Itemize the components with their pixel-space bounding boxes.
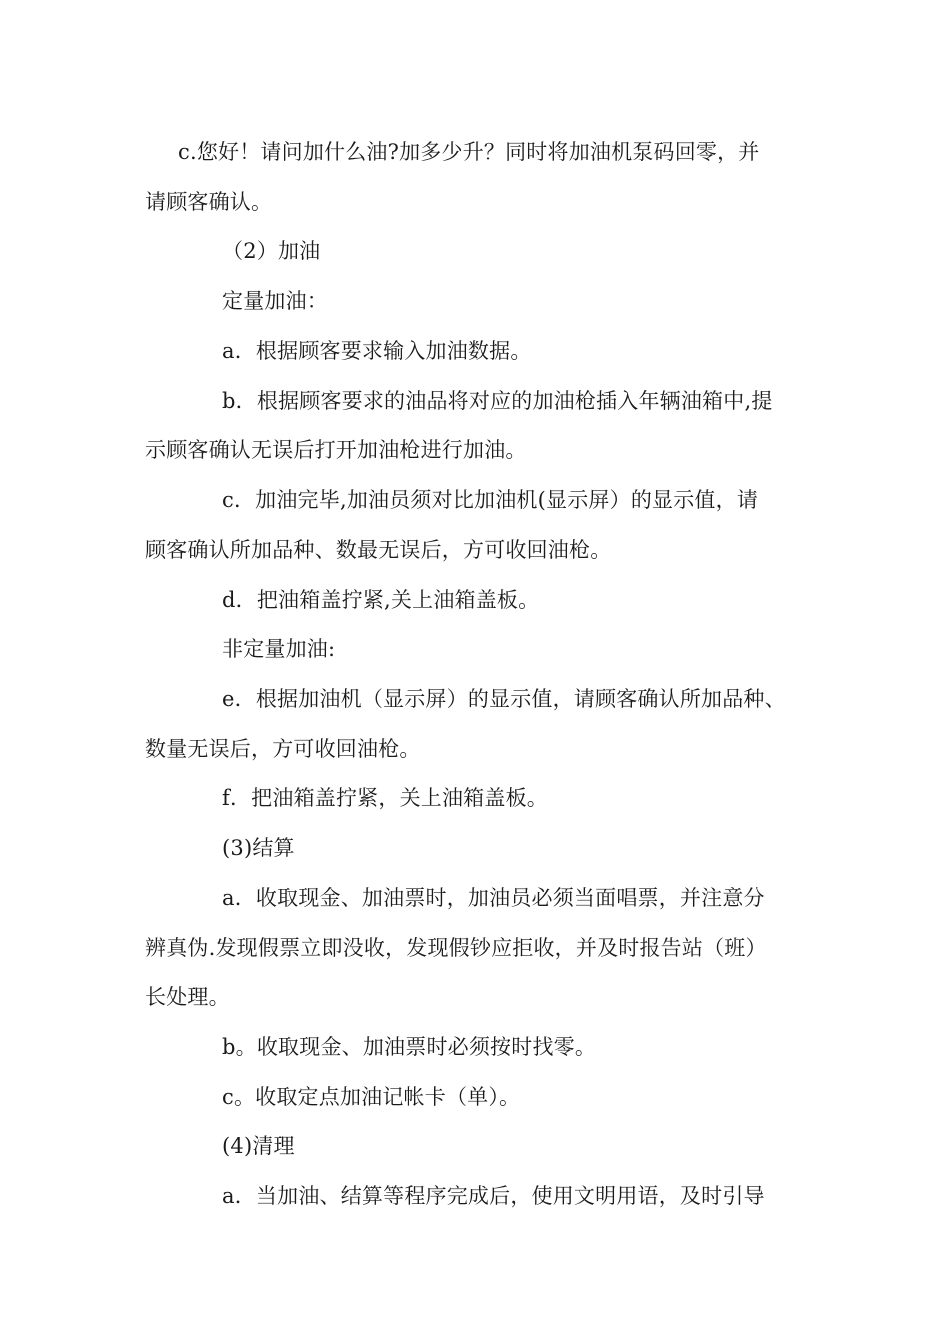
paragraph-line: a．当加油、结算等程序完成后，使用文明用语，及时引导 <box>222 1184 765 1208</box>
paragraph-line: 辨真伪.发现假票立即没收，发现假钞应拒收，并及时报告站（班） <box>145 936 767 960</box>
subheading: 定量加油： <box>222 289 328 313</box>
subheading: 非定量加油: <box>222 637 336 661</box>
paragraph-line: a．根据顾客要求输入加油数据。 <box>222 339 532 363</box>
paragraph-line: b．根据顾客要求的油品将对应的加油枪插入年辆油箱中,提 <box>222 389 773 413</box>
paragraph-line: b。收取现金、加油票时必须按时找零。 <box>222 1035 597 1059</box>
paragraph-line: c。收取定点加油记帐卡（单）。 <box>222 1085 521 1109</box>
paragraph-line: a．收取现金、加油票时，加油员必须当面唱票，并注意分 <box>222 886 765 910</box>
paragraph-line: d．把油箱盖拧紧,关上油箱盖板。 <box>222 588 540 612</box>
paragraph-line: 数量无误后，方可收回油枪。 <box>145 737 421 761</box>
section-heading: (4)清理 <box>222 1134 295 1158</box>
paragraph-line: c.您好！请问加什么油?加多少升？同时将加油机泵码回零，并 <box>178 140 760 164</box>
paragraph-line: e．根据加油机（显示屏）的显示值，请顾客确认所加品种、 <box>222 687 786 711</box>
paragraph-line: f．把油箱盖拧紧，关上油箱盖板。 <box>222 786 548 810</box>
section-heading: （2）加油 <box>222 239 321 263</box>
paragraph-line: 示顾客确认无误后打开加油枪进行加油。 <box>145 438 527 462</box>
paragraph-line: 长处理。 <box>145 985 230 1009</box>
section-heading: (3)结算 <box>222 836 295 860</box>
paragraph-line: 请顾客确认。 <box>145 190 273 214</box>
paragraph-line: c．加油完毕,加油员须对比加油机(显示屏）的显示值，请 <box>222 488 759 512</box>
paragraph-line: 顾客确认所加品种、数最无误后，方可收回油枪。 <box>145 538 612 562</box>
